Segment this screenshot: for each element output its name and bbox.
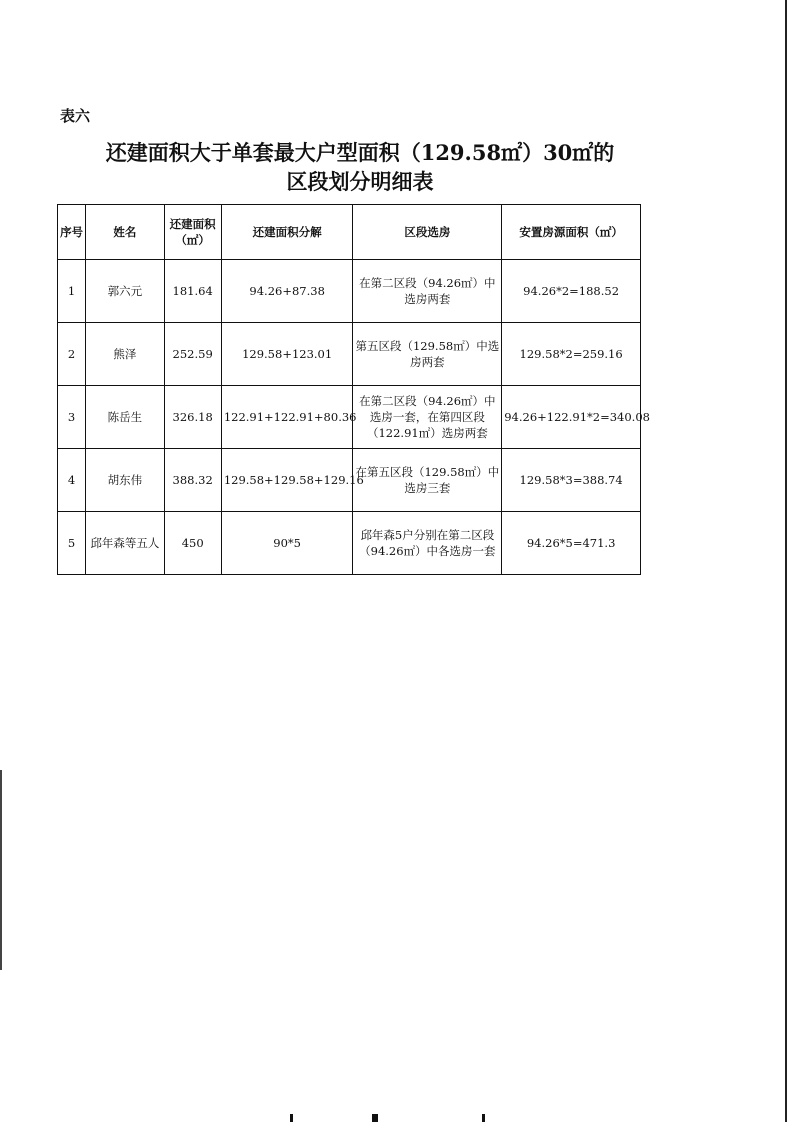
cell-area: 326.18 [164,386,221,449]
cell-name: 郭六元 [86,260,164,323]
cell-split: 129.58+123.01 [221,323,353,386]
cell-alloc: 94.26*5=471.3 [502,512,641,575]
column-header: 还建面积分解 [221,205,353,260]
cell-split: 122.91+122.91+80.36 [221,386,353,449]
cell-area: 450 [164,512,221,575]
cell-split: 94.26+87.38 [221,260,353,323]
scan-mark [482,1114,485,1122]
table-row [58,260,641,323]
cell-alloc: 129.58*3=388.74 [502,449,641,512]
scan-edge-line [0,770,2,970]
scan-mark [290,1114,293,1122]
cell-split: 90*5 [221,512,353,575]
table-label: 表六 [60,107,91,125]
document-title [60,138,660,196]
table-row [58,512,641,575]
table-row [58,386,641,449]
cell-name: 陈岳生 [86,386,164,449]
column-header: 姓名 [86,205,164,260]
cell-area: 252.59 [164,323,221,386]
cell-alloc: 129.58*2=259.16 [502,323,641,386]
column-header: 区段选房 [353,205,502,260]
table-header-row [58,205,641,260]
cell-split: 129.58+129.58+129.16 [221,449,353,512]
cell-name: 胡东伟 [86,449,164,512]
cell-alloc: 94.26+122.91*2=340.08 [502,386,641,449]
cell-section: 第五区段（129.58㎡）中选房两套 [353,323,502,386]
cell-area: 181.64 [164,260,221,323]
cell-name: 熊泽 [86,323,164,386]
scan-edge-line [785,0,787,1122]
cell-area: 388.32 [164,449,221,512]
cell-section: 在第五区段（129.58㎡）中选房三套 [353,449,502,512]
table-row [58,449,641,512]
cell-section: 在第二区段（94.26㎡）中选房两套 [353,260,502,323]
cell-no: 4 [58,449,86,512]
allocation-table [57,204,650,575]
cell-name: 邱年森等五人 [86,512,164,575]
cell-alloc: 94.26*2=188.52 [502,260,641,323]
column-header: 序号 [58,205,86,260]
cell-section: 邱年森5户分别在第二区段（94.26㎡）中各选房一套 [353,512,502,575]
cell-no: 2 [58,323,86,386]
cell-section: 在第二区段（94.26㎡）中选房一套，在第四区段（122.91㎡）选房两套 [353,386,502,449]
table-row [58,323,641,386]
column-header: 安置房源面积（㎡） [502,205,641,260]
title-line-2: 区段划分明细表 [286,169,434,194]
scan-mark [372,1114,378,1122]
cell-no: 5 [58,512,86,575]
column-header: 还建面积（㎡） [164,205,221,260]
title-line-1: 还建面积大于单套最大户型面积（129.58㎡）30㎡的 [105,140,615,165]
cell-no: 1 [58,260,86,323]
cell-no: 3 [58,386,86,449]
